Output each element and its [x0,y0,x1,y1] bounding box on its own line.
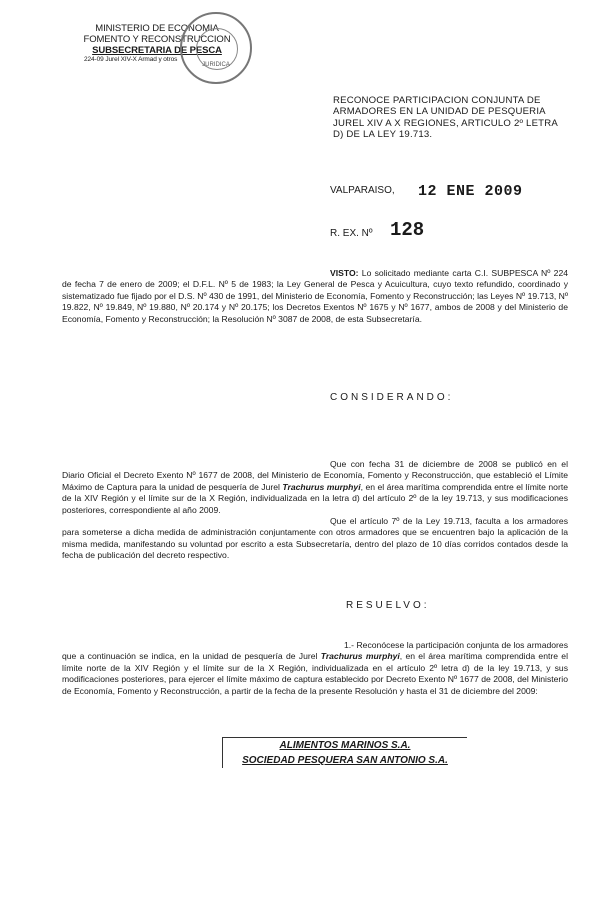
ministry-name-line1: MINISTERIO DE ECONOMIA [95,23,219,34]
considerando-heading: CONSIDERANDO: [330,392,454,403]
visto-text: Lo solicitado mediante carta C.I. SUBPESCA Nº 224 de fecha 7 de enero de 2009; el D.F.L. Nº 5 de 1983; la Ley General de Pesca y Acuicultura, cuyo texto refundido, coordinado y sistematizado fue fijado por el D.S. Nº 430 de 1991, del Ministerio de Economía, Fomento y Reconstrucción; las Leyes Nº 19.713, Nº 19.822, Nº 19.849, Nº 19.880, Nº 20.174 y Nº 20.175; los Decretos Exentos Nº 1675 y Nº 1677, ambos de 2008 y del Ministerio de Economía, Fomento y Reconstrucción; la Resolución Nº 3087 de 2008, de esta Subsecretaría. [62,268,568,324]
considerando-paragraph-1 [62,459,568,516]
document-subject: RECONOCE PARTICIPACION CONJUNTA DE ARMADORES EN LA UNIDAD DE PESQUERIA JUREL XIV A X REGIONES, ARTICULO 2º LETRA D) DE LA LEY 19.713. [333,95,558,140]
official-seal [180,12,252,84]
resuelvo-paragraph-1 [62,640,568,697]
resolution-number: 128 [390,219,425,241]
considerando-p1-text-a: Que con fecha 31 de diciembre de 2008 se publicó en el Diario Oficial el Decreto Exento Nº 1677 de 2008, del Ministerio de Economía, Fomento y Reconstrucción, que estableció el Límite Máximo de Captura para la unidad de pesquería de Jurel [62,459,568,492]
resuelvo-item-number: 1.- [344,640,355,650]
place: VALPARAISO, [330,185,395,196]
armadores-list [222,737,467,768]
list-item: SOCIEDAD PESQUERA SAN ANTONIO S.A. [242,755,448,766]
visto-paragraph [62,268,568,325]
resolution-label: R. EX. Nº [330,228,373,239]
resuelvo-p1-text-a: Reconócese la participación conjunta de los armadores que a continuación se indica, en la unidad de pesquería de Jurel [62,640,568,662]
subsecretaria-name: SUBSECRETARIA DE PESCA [92,45,222,56]
ministry-name-line2: FOMENTO Y RECONSTRUCCION [83,34,231,45]
seal-label: JURIDICA [202,62,230,68]
visto-label: VISTO: [330,268,359,278]
considerando-p1-text-b: , en el área marítima comprendida entre el límite norte de la XIV Región y el límite sur de la X Región, individualizada en la letra d) del artículo 2º de la ley 19.713, y sus modificaciones posteriores, correspondiente al año 2009. [62,481,568,515]
species-name: Trachurus murphyi [320,651,400,662]
list-item: ALIMENTOS MARINOS S.A. [279,740,411,751]
species-name: Trachurus murphyi [282,481,361,492]
considerando-paragraph-2: Que el artículo 7º de la Ley 19.713, faculta a los armadores para someterse a dicha medida de administración conjuntamente con otros armadores que se encuentren bajo la aplicación de la misma medida, manifestando su voluntad por escrito a esta Subsecretaría, dentro del plazo de 10 días corridos contados desde la fecha de publicación del decreto respectivo. [62,516,568,561]
reference-code: 224-09 Jurel XIV-X Armad y otros [84,56,178,63]
date-stamp: 12 ENE 2009 [418,183,523,200]
resuelvo-p1-text-b: , en el área marítima comprendida entre el límite norte de la XIV Región y el límite sur de la X Región, individualizada en el artículo 2º letra d) de la ley 19.713, y sus modificaciones posteriores, para ejercer el límite máximo de captura establecido por Decreto Exento Nº 1677 de 2008, del Ministerio de Economía, Fomento y Reconstrucción, a partir de la fecha de la presente Resolución y hasta el 31 de diciembre del 2009: [62,651,568,696]
resuelvo-heading: RESUELVO: [346,600,430,611]
